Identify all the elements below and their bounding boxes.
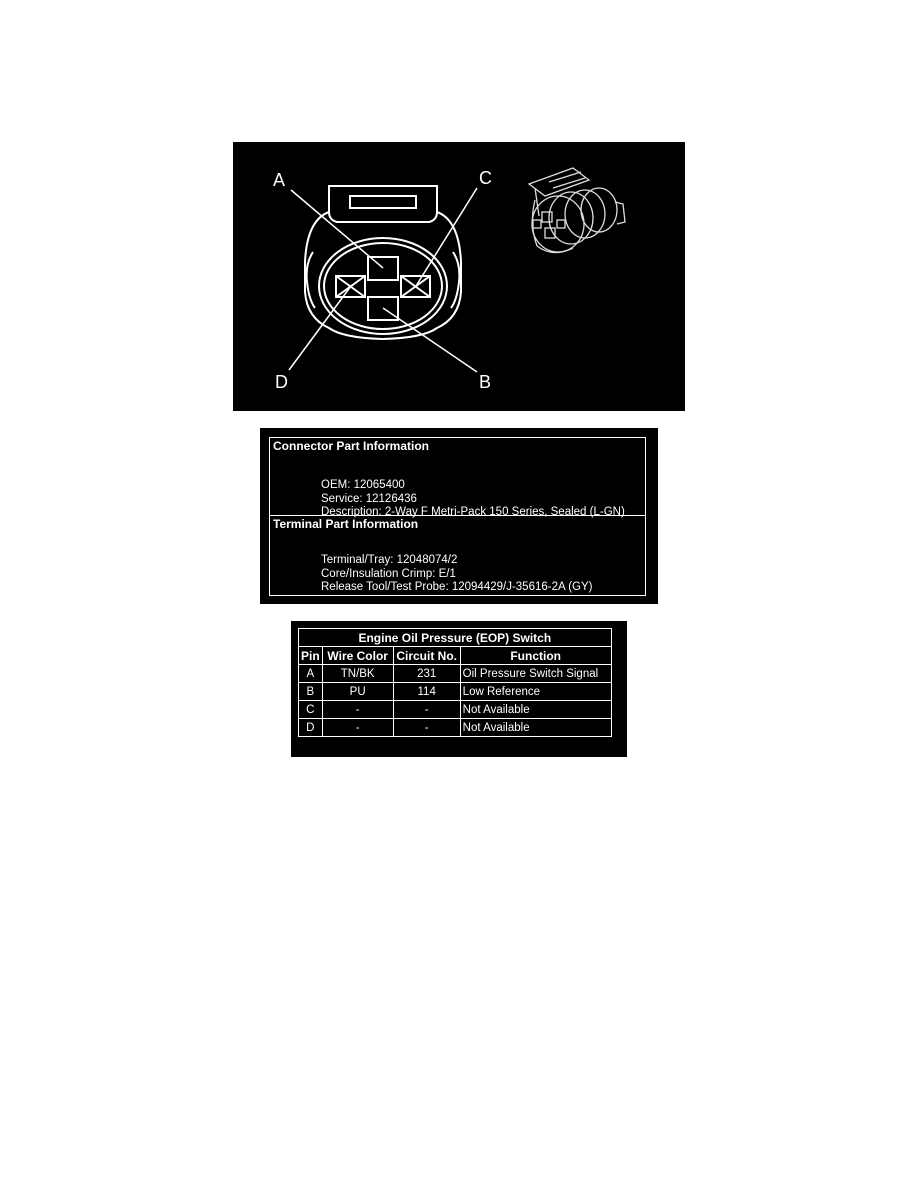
wire-color-cell: PU: [322, 683, 393, 701]
terminal-part-info: [269, 515, 646, 596]
pin-cell: D: [299, 719, 323, 737]
circuit-cell: 114: [393, 683, 460, 701]
terminal-tray: Terminal/Tray: 12048074/2: [321, 554, 458, 566]
table-row: [299, 683, 612, 701]
connector-3d-illustration: [529, 168, 625, 253]
right-rib: [451, 252, 459, 308]
function-cell: Not Available: [460, 719, 611, 737]
latch-housing: [329, 186, 437, 222]
service-number: Service: 12126436: [321, 492, 417, 505]
header-wire-color: Wire Color: [322, 647, 393, 665]
circuit-cell: -: [393, 719, 460, 737]
connector-diagram: [233, 142, 685, 411]
table-row: [299, 701, 612, 719]
table-row: [299, 665, 612, 683]
circuit-cell: -: [393, 701, 460, 719]
connector-part-info: [269, 437, 646, 518]
pin-label-a: A: [273, 170, 286, 190]
oem-number: OEM: 12065400: [321, 479, 405, 491]
terminal-info-title: Terminal Part Information: [273, 517, 419, 531]
pin-cell: C: [299, 701, 323, 719]
pin-table: [298, 628, 612, 737]
pin-table-title: Engine Oil Pressure (EOP) Switch: [299, 629, 612, 647]
core-insulation-crimp: Core/Insulation Crimp: E/1: [321, 567, 456, 580]
pin-table-panel: [291, 621, 627, 757]
seal-ring-inner: [324, 243, 442, 329]
wire-color-cell: -: [322, 701, 393, 719]
pin-cell: A: [299, 665, 323, 683]
pin-cell: B: [299, 683, 323, 701]
connector-face-drawing: [233, 142, 685, 411]
header-circuit-no: Circuit No.: [393, 647, 460, 665]
leader-line-c: [416, 188, 477, 286]
header-function: Function: [460, 647, 611, 665]
connector-description: Description: 2-Way F Metri-Pack 150 Series, Sealed (L-GN): [321, 506, 625, 518]
function-cell: Not Available: [460, 701, 611, 719]
function-cell: Low Reference: [460, 683, 611, 701]
pin-label-c: C: [479, 168, 492, 188]
connector-info-title: Connector Part Information: [273, 439, 430, 453]
wire-color-cell: -: [322, 719, 393, 737]
leader-line-d: [289, 286, 351, 370]
header-pin: Pin: [299, 647, 323, 665]
latch-window: [350, 196, 416, 208]
table-row: [299, 719, 612, 737]
pin-label-d: D: [275, 372, 288, 392]
part-information-panel: [260, 428, 658, 604]
release-tool: Release Tool/Test Probe: 12094429/J-35616-2A (GY): [321, 581, 593, 593]
pin-label-b: B: [479, 372, 492, 392]
function-cell: Oil Pressure Switch Signal: [460, 665, 611, 683]
cavity-a: [368, 257, 398, 280]
circuit-cell: 231: [393, 665, 460, 683]
wire-color-cell: TN/BK: [322, 665, 393, 683]
left-rib: [307, 252, 315, 308]
